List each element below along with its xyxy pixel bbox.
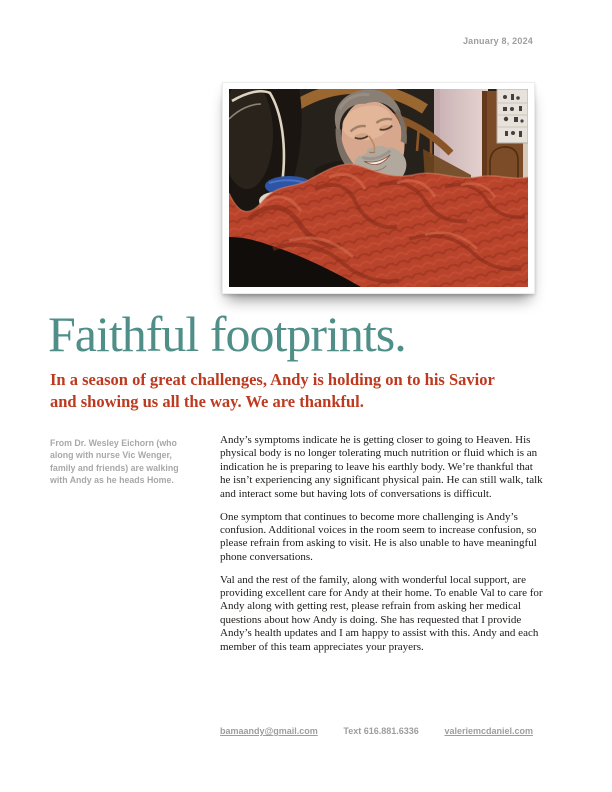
subtitle-line-2: and showing us all the way. We are thankful.	[50, 391, 364, 411]
sidebar-note-line: along with nurse Vic Wenger,	[50, 450, 172, 461]
sidebar-note-line: with Andy as he heads Home.	[50, 474, 174, 485]
photo-frame	[222, 82, 535, 294]
footer-email-link[interactable]: bamaandy@gmail.com	[220, 726, 318, 736]
article-body	[220, 434, 544, 664]
article-paragraph-2: One symptom that continues to become more challenging is Andy’s confusion. Additional voices in the room seem to increase confusion, so please refrain from asking to visit. He is also unable to have meaningful phone conversations.	[220, 510, 537, 563]
article-paragraph-3: Val and the rest of the family, along with wonderful local support, are providing excellent care for Andy at their home. To enable Val to care for Andy along with getting rest, please refrain from asking her medical questions about how Andy is doing. She has requested that I provide Andy’s health updates and I am happy to assist with this. Andy and each member of this team appreciates your prayers.	[220, 573, 543, 653]
photo-of-andy	[229, 89, 528, 287]
sidebar-note-line: family and friends) are walking	[50, 462, 179, 473]
footer-phone-text: Text 616.881.6336	[343, 726, 419, 736]
page-subtitle	[50, 369, 495, 412]
subtitle-line-1: In a season of great challenges, Andy is holding on to his Savior	[50, 370, 495, 389]
page-title: Faithful footprints.	[48, 306, 406, 362]
sidebar-note-line: From Dr. Wesley Eichorn (who	[50, 438, 177, 448]
article-paragraph-1: Andy’s symptoms indicate he is getting closer to going to Heaven. His physical body is no longer tolerating much nutrition or fluid which is an indication he is preparing to leave his earthly body. We’re thankful that he isn’t experiencing any significant physical pain. He can still walk, talk and interact some but having lots of conversations is difficult.	[220, 434, 543, 500]
page-date: January 8, 2024	[462, 36, 533, 46]
footer-website-link[interactable]: valeriemcdaniel.com	[444, 726, 533, 736]
sidebar-note	[50, 437, 210, 486]
contact-footer	[220, 726, 533, 736]
